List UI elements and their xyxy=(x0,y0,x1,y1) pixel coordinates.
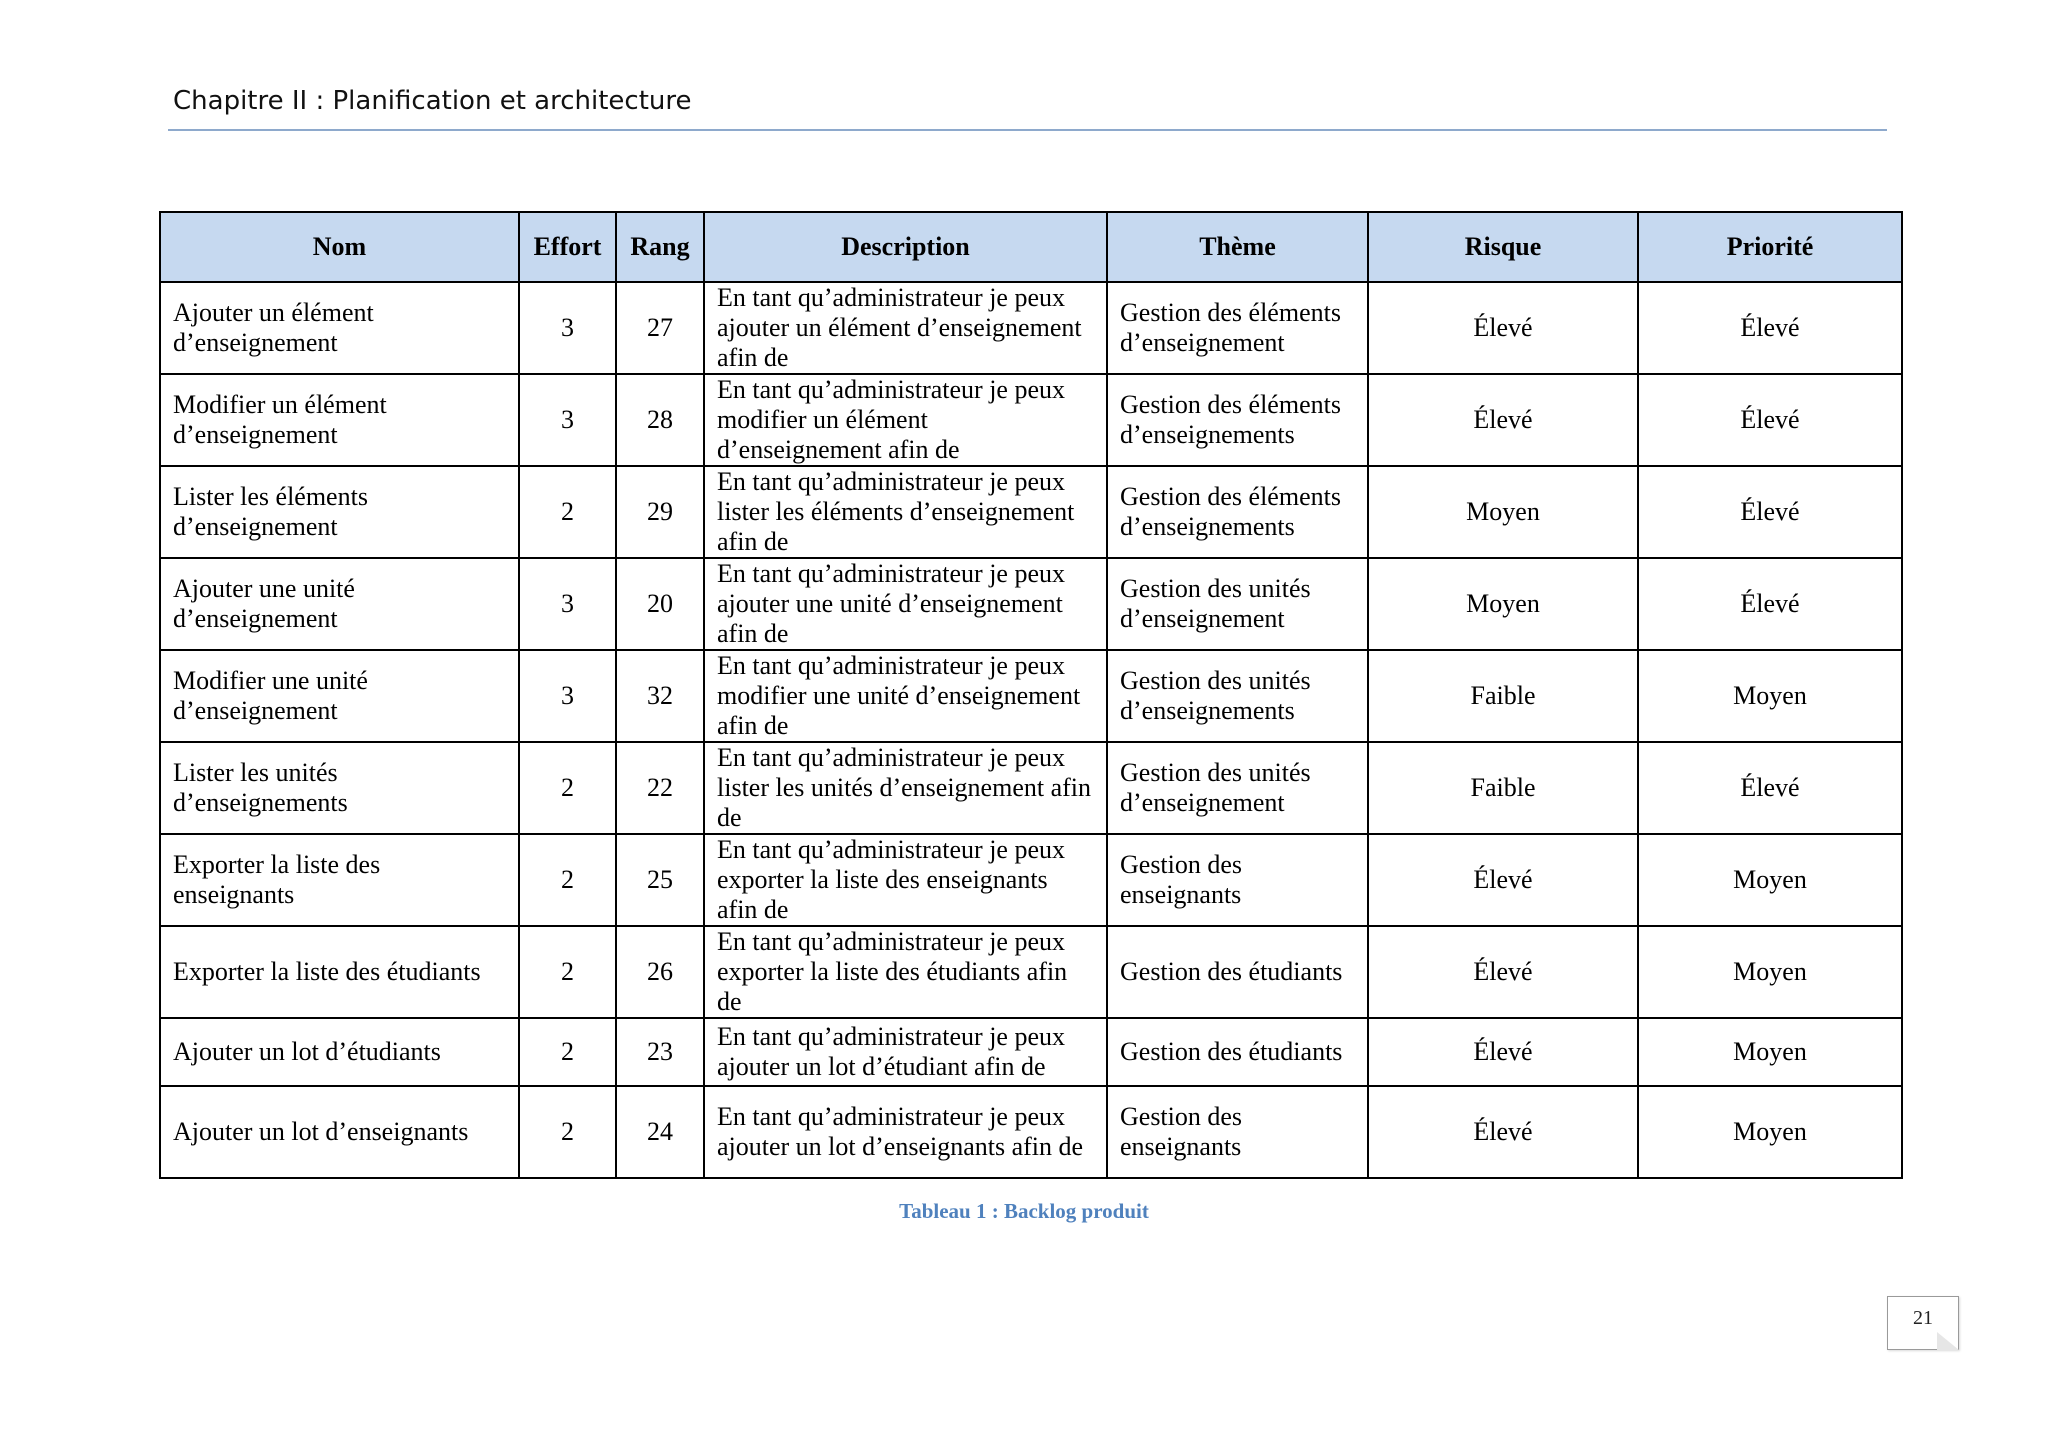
column-header-rang: Rang xyxy=(616,212,704,282)
cell-effort: 2 xyxy=(519,1086,616,1178)
cell-nom: Ajouter un lot d’étudiants xyxy=(160,1018,519,1086)
cell-rang: 24 xyxy=(616,1086,704,1178)
column-header-priorite: Priorité xyxy=(1638,212,1902,282)
cell-description: En tant qu’administrateur je peux ajouter un lot d’étudiant afin de xyxy=(704,1018,1107,1086)
column-header-nom: Nom xyxy=(160,212,519,282)
cell-priorite: Élevé xyxy=(1638,558,1902,650)
cell-effort: 2 xyxy=(519,466,616,558)
cell-rang: 23 xyxy=(616,1018,704,1086)
cell-risque: Élevé xyxy=(1368,1018,1638,1086)
cell-effort: 3 xyxy=(519,650,616,742)
cell-priorite: Élevé xyxy=(1638,282,1902,374)
cell-priorite: Moyen xyxy=(1638,926,1902,1018)
cell-rang: 22 xyxy=(616,742,704,834)
table-row xyxy=(160,834,1902,926)
cell-nom: Lister les éléments d’enseignement xyxy=(160,466,519,558)
cell-nom: Exporter la liste des enseignants xyxy=(160,834,519,926)
cell-description: En tant qu’administrateur je peux exporter la liste des étudiants afin de xyxy=(704,926,1107,1018)
cell-effort: 2 xyxy=(519,834,616,926)
cell-rang: 29 xyxy=(616,466,704,558)
cell-rang: 32 xyxy=(616,650,704,742)
cell-description: En tant qu’administrateur je peux ajouter une unité d’enseignement afin de xyxy=(704,558,1107,650)
cell-theme: Gestion des enseignants xyxy=(1107,1086,1368,1178)
cell-priorite: Élevé xyxy=(1638,374,1902,466)
table-row xyxy=(160,374,1902,466)
chapter-header-title: Chapitre II : Planification et architecture xyxy=(173,86,692,116)
cell-nom: Modifier un élément d’enseignement xyxy=(160,374,519,466)
cell-priorite: Moyen xyxy=(1638,834,1902,926)
cell-rang: 25 xyxy=(616,834,704,926)
cell-nom: Ajouter un élément d’enseignement xyxy=(160,282,519,374)
cell-theme: Gestion des éléments d’enseignement xyxy=(1107,282,1368,374)
cell-rang: 28 xyxy=(616,374,704,466)
table-header xyxy=(160,212,1902,282)
cell-effort: 3 xyxy=(519,558,616,650)
table-row xyxy=(160,1018,1902,1086)
table-row xyxy=(160,1086,1902,1178)
cell-description: En tant qu’administrateur je peux ajouter un lot d’enseignants afin de xyxy=(704,1086,1107,1178)
cell-risque: Faible xyxy=(1368,742,1638,834)
cell-priorite: Élevé xyxy=(1638,742,1902,834)
table-row xyxy=(160,926,1902,1018)
cell-rang: 27 xyxy=(616,282,704,374)
cell-nom: Ajouter un lot d’enseignants xyxy=(160,1086,519,1178)
table-body xyxy=(160,282,1902,1178)
cell-theme: Gestion des unités d’enseignement xyxy=(1107,742,1368,834)
cell-risque: Élevé xyxy=(1368,834,1638,926)
column-header-risque: Risque xyxy=(1368,212,1638,282)
cell-effort: 2 xyxy=(519,742,616,834)
cell-rang: 26 xyxy=(616,926,704,1018)
page-number: 21 xyxy=(1913,1307,1933,1329)
cell-nom: Ajouter une unité d’enseignement xyxy=(160,558,519,650)
cell-risque: Faible xyxy=(1368,650,1638,742)
table-row xyxy=(160,558,1902,650)
cell-theme: Gestion des éléments d’enseignements xyxy=(1107,374,1368,466)
table-row xyxy=(160,742,1902,834)
page-number-box xyxy=(1887,1296,1959,1350)
column-header-description: Description xyxy=(704,212,1107,282)
cell-theme: Gestion des éléments d’enseignements xyxy=(1107,466,1368,558)
table-row xyxy=(160,282,1902,374)
table-caption: Tableau 1 : Backlog produit xyxy=(899,1199,1149,1223)
cell-description: En tant qu’administrateur je peux modifier un élément d’enseignement afin de xyxy=(704,374,1107,466)
cell-priorite: Élevé xyxy=(1638,466,1902,558)
cell-effort: 2 xyxy=(519,926,616,1018)
cell-risque: Élevé xyxy=(1368,1086,1638,1178)
cell-theme: Gestion des unités d’enseignements xyxy=(1107,650,1368,742)
cell-risque: Élevé xyxy=(1368,374,1638,466)
table-row xyxy=(160,466,1902,558)
cell-theme: Gestion des enseignants xyxy=(1107,834,1368,926)
cell-nom: Lister les unités d’enseignements xyxy=(160,742,519,834)
cell-description: En tant qu’administrateur je peux lister les unités d’enseignement afin de xyxy=(704,742,1107,834)
backlog-table xyxy=(159,211,1903,1179)
cell-priorite: Moyen xyxy=(1638,1086,1902,1178)
column-header-theme: Thème xyxy=(1107,212,1368,282)
cell-risque: Moyen xyxy=(1368,466,1638,558)
header-row xyxy=(160,212,1902,282)
cell-effort: 3 xyxy=(519,282,616,374)
cell-risque: Élevé xyxy=(1368,282,1638,374)
cell-theme: Gestion des unités d’enseignement xyxy=(1107,558,1368,650)
header-divider xyxy=(168,129,1887,131)
cell-risque: Élevé xyxy=(1368,926,1638,1018)
table-row xyxy=(160,650,1902,742)
page-curl-icon xyxy=(1937,1332,1959,1350)
cell-priorite: Moyen xyxy=(1638,1018,1902,1086)
column-header-effort: Effort xyxy=(519,212,616,282)
cell-theme: Gestion des étudiants xyxy=(1107,926,1368,1018)
cell-description: En tant qu’administrateur je peux exporter la liste des enseignants afin de xyxy=(704,834,1107,926)
cell-description: En tant qu’administrateur je peux lister les éléments d’enseignement afin de xyxy=(704,466,1107,558)
cell-description: En tant qu’administrateur je peux ajouter un élément d’enseignement afin de xyxy=(704,282,1107,374)
cell-rang: 20 xyxy=(616,558,704,650)
cell-priorite: Moyen xyxy=(1638,650,1902,742)
cell-theme: Gestion des étudiants xyxy=(1107,1018,1368,1086)
cell-description: En tant qu’administrateur je peux modifier une unité d’enseignement afin de xyxy=(704,650,1107,742)
cell-effort: 2 xyxy=(519,1018,616,1086)
cell-effort: 3 xyxy=(519,374,616,466)
cell-risque: Moyen xyxy=(1368,558,1638,650)
cell-nom: Exporter la liste des étudiants xyxy=(160,926,519,1018)
cell-nom: Modifier une unité d’enseignement xyxy=(160,650,519,742)
